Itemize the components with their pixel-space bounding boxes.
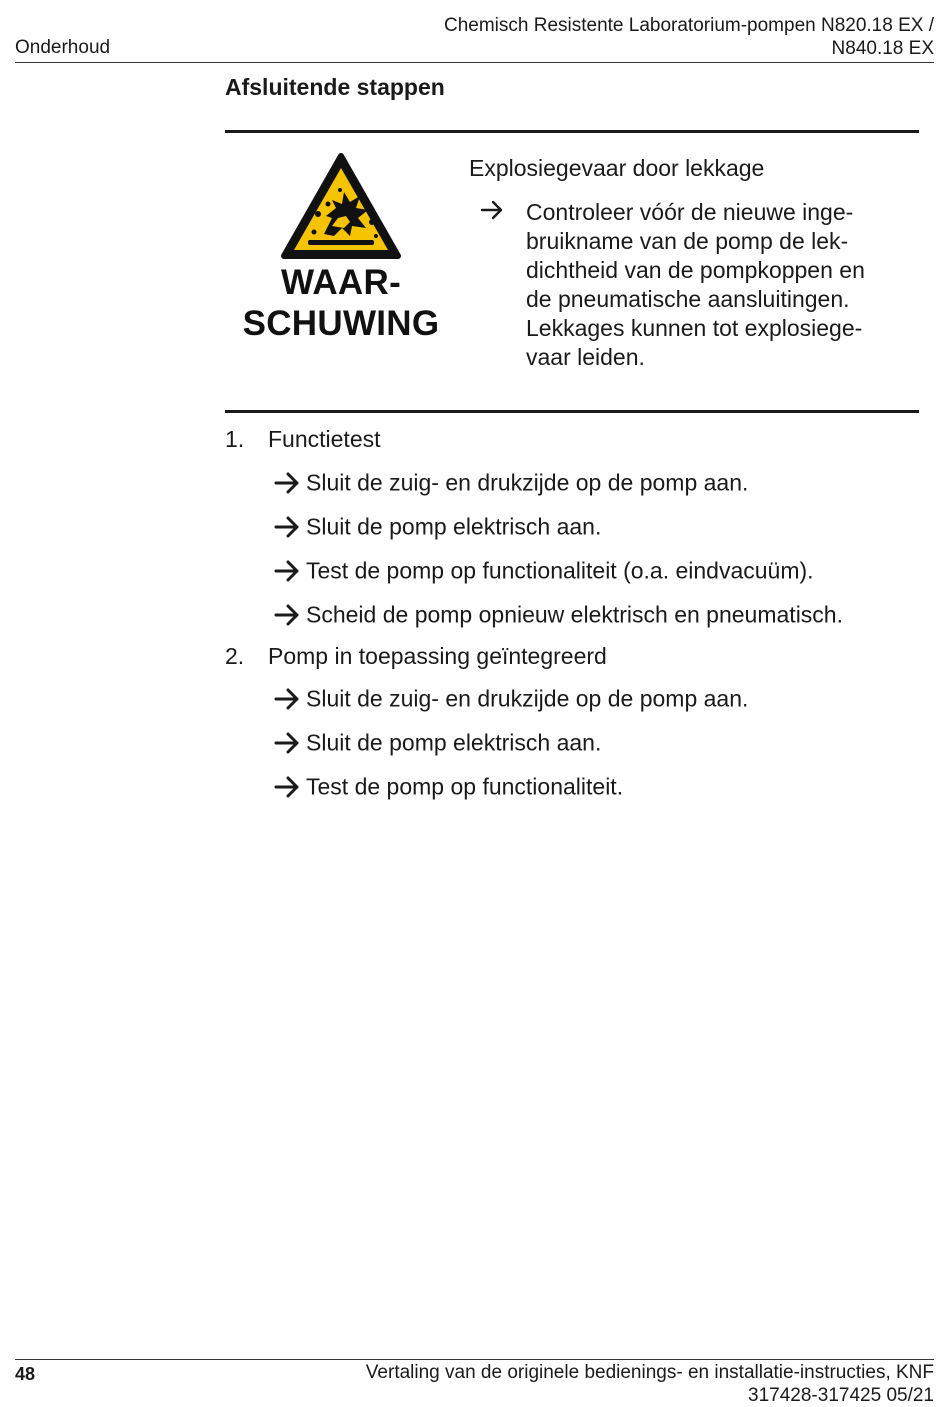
arrow-right-icon	[274, 774, 306, 800]
step-action	[274, 468, 748, 496]
footer-line2: 317428-317425 05/21	[748, 1385, 934, 1406]
step-action	[274, 684, 748, 712]
warning-signal-word-line1: WAAR-	[280, 263, 402, 302]
arrow-right-icon	[274, 602, 306, 628]
footer-line1: Vertaling van de originele bedienings- en installatie-instructies, KNF	[365, 1362, 934, 1383]
step-action-text: Sluit de pomp elektrisch aan.	[306, 513, 602, 540]
step-action	[274, 728, 601, 756]
page-number: 48	[15, 1364, 36, 1384]
arrow-right-icon	[274, 686, 306, 712]
step-number: 1.	[225, 426, 245, 452]
explosion-hazard-icon	[280, 152, 402, 260]
warning-body-line: vaar leiden.	[526, 344, 645, 370]
step-action-text: Scheid de pomp opnieuw elektrisch en pneumatisch.	[306, 601, 843, 628]
arrow-right-icon	[274, 514, 306, 540]
step-number: 2.	[225, 643, 245, 669]
header-product-title	[444, 14, 934, 60]
warning-body-line: bruikname van de pomp de lek-	[526, 228, 849, 254]
warning-top-rule	[225, 130, 919, 133]
footer-text	[366, 1361, 934, 1407]
step-action-text: Test de pomp op functionaliteit.	[306, 773, 624, 800]
step-action	[274, 512, 601, 540]
warning-body-line: dichtheid van de pompkoppen en	[526, 257, 865, 283]
arrow-right-icon	[274, 730, 306, 756]
step-action	[274, 556, 814, 584]
footer-divider	[15, 1359, 934, 1360]
warning-body-line: Lekkages kunnen tot explosiege-	[526, 315, 863, 341]
warning-heading: Explosiegevaar door lekkage	[469, 155, 765, 181]
warning-body	[526, 198, 918, 372]
step-label: Pomp in toepassing geïntegreerd	[268, 643, 607, 669]
step-action-text: Sluit de pomp elektrisch aan.	[306, 729, 602, 756]
warning-body-line: Controleer vóór de nieuwe inge-	[526, 199, 854, 225]
warning-signal-word	[226, 262, 456, 344]
step-action-text: Sluit de zuig- en drukzijde op de pomp aan.	[306, 469, 749, 496]
header-divider	[15, 62, 934, 63]
warning-body-line: de pneumatische aansluitingen.	[526, 286, 850, 312]
header-section-title: Onderhoud	[15, 37, 111, 58]
page-title: Afsluitende stappen	[225, 74, 445, 100]
step-label: Functietest	[268, 426, 381, 452]
step-action	[274, 600, 843, 628]
warning-signal-word-line2: SCHUWING	[242, 304, 440, 343]
step-action-text: Test de pomp op functionaliteit (o.a. eindvacuüm).	[306, 557, 814, 584]
header-product-line2: N840.18 EX	[831, 38, 934, 59]
arrow-right-icon	[480, 198, 506, 222]
arrow-right-icon	[274, 558, 306, 584]
header-product-line1: Chemisch Resistente Laboratorium-pompen N820.18 EX /	[443, 15, 934, 36]
arrow-right-icon	[274, 470, 306, 496]
step-action-text: Sluit de zuig- en drukzijde op de pomp aan.	[306, 685, 749, 712]
step-action	[274, 772, 623, 800]
warning-bottom-rule	[225, 410, 919, 413]
